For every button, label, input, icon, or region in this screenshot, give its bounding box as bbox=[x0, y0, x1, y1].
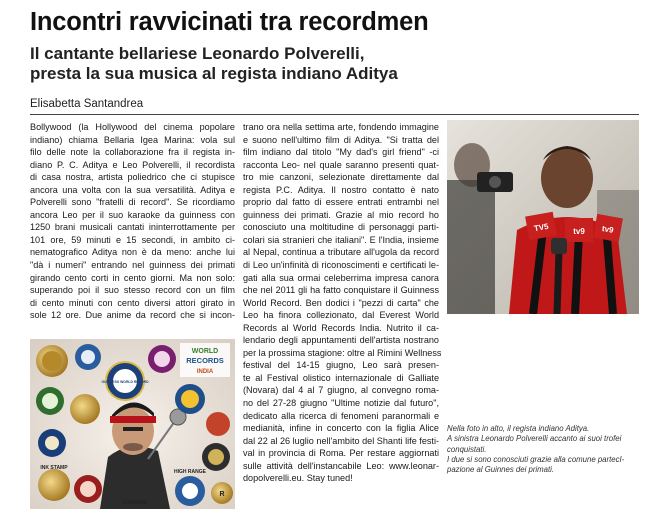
press-photo-illustration bbox=[447, 120, 639, 314]
body-line: gati alla sua ormai celeberrima impresa canora bbox=[243, 272, 439, 283]
body-line: proprio dal fatto di essere entrati entrambi nel bbox=[243, 197, 439, 208]
article-headline: Incontri ravvicinati tra recordmen bbox=[30, 8, 429, 36]
body-line: guinness dei primati. Grazie al mio record ho bbox=[243, 209, 439, 220]
body-line: (Novara) dal 4 al 7 giugno, al convegno roma- bbox=[243, 385, 439, 396]
body-line: festival del 14-15 giugno, Leo sarà presen- bbox=[243, 360, 439, 371]
body-line: dopolverelli.eu. Stay tuned! bbox=[243, 473, 353, 484]
caption-line: conquistati. bbox=[447, 444, 487, 454]
svg-text:SUPREME: SUPREME bbox=[122, 500, 148, 506]
caption-line: pazione al Guinnes dei primati. bbox=[447, 465, 555, 475]
body-line: Leo ha finora collezionato, dal Everest World bbox=[243, 310, 439, 321]
body-line: di Leo un'infinità di riconoscimenti e certificati le- bbox=[243, 260, 439, 271]
body-line: Bollywood (la Hollywood del cinema popolare bbox=[30, 122, 235, 132]
subheadline-line: presta la sua musica al regista indiano Aditya bbox=[30, 64, 398, 83]
svg-text:R: R bbox=[219, 491, 225, 498]
svg-text:INDIA: INDIA bbox=[196, 369, 214, 375]
caption-line: I due si sono conosciuti grazie alla comune partecI- bbox=[447, 454, 625, 464]
body-line: di casa nostra, artista poliedrico che ci stupisce bbox=[30, 172, 235, 183]
body-line: di cento minuti con cento diversi attori girato in bbox=[30, 297, 235, 308]
svg-text:tv9: tv9 bbox=[573, 227, 585, 236]
byline-divider bbox=[30, 114, 639, 115]
body-line: Polverelli sono "fratelli di record". Se ricordiamo bbox=[30, 197, 235, 208]
svg-text:RECORDS: RECORDS bbox=[186, 356, 224, 365]
body-line: racconta Leo- nel quale saranno presenti quat- bbox=[243, 159, 439, 170]
body-line: diano P. C. Aditya e Leo Polverelli, il recordista bbox=[30, 159, 235, 170]
svg-text:INK STAMP: INK STAMP bbox=[40, 465, 68, 471]
photo-caption bbox=[447, 424, 647, 475]
svg-text:WORLD: WORLD bbox=[191, 348, 219, 355]
body-line: che nel 2011 gli ha fatto conquistare il Guinness bbox=[243, 285, 439, 296]
body-line: ancora una volta con la sua versatilità. Aditya e bbox=[30, 184, 235, 195]
body-line: 101 ore, 59 minuti e 15 secondi, in ambito ci- bbox=[30, 234, 235, 245]
body-line: dedicato alla ricerca di fenomeni paranormali e bbox=[243, 410, 439, 421]
body-line: Records al World Records India. Nutrito il ca- bbox=[243, 322, 439, 333]
svg-text:tv9: tv9 bbox=[601, 224, 615, 235]
body-line: superando poi il suo stesso record con un film bbox=[30, 285, 235, 296]
svg-text:HIGH RANGE: HIGH RANGE bbox=[174, 469, 206, 475]
body-line: "dà i numeri" entrando nel guinness dei primati bbox=[30, 260, 235, 271]
body-line: lendario degli appuntamenti dell'artista nostrano bbox=[243, 335, 439, 346]
body-line: colari sia stranieri che italiani". E l'India, insieme bbox=[243, 234, 439, 245]
body-line: dal 22 al 26 luglio nell'ambito del Shanti life festi- bbox=[243, 435, 439, 446]
body-line: 1250 brani musicali cantati ininterrottamente per bbox=[30, 222, 235, 233]
svg-text:GUINNESS WORLD RECORD: GUINNESS WORLD RECORD bbox=[101, 380, 149, 384]
subheadline-line: Il cantante bellariese Leonardo Polverelli, bbox=[30, 44, 365, 63]
body-line: per la prossima stagione: oltre al Rimini Wellness bbox=[243, 347, 442, 358]
trophy-badge-collage bbox=[30, 339, 235, 509]
body-line: trano ora nella settima arte, fondendo immagine bbox=[243, 122, 439, 132]
body-column-2 bbox=[243, 121, 442, 485]
body-line: te al Festival olistico internazionale di Galliate bbox=[243, 372, 439, 383]
body-line: al Nepal, continua a tributare all'ugola da record bbox=[243, 247, 439, 258]
body-line: girando cento corti in cento giorni. Ma non solo: bbox=[30, 272, 235, 283]
director-press-photo bbox=[447, 120, 639, 314]
world-records-india-badge bbox=[180, 343, 230, 377]
body-line: filo delle note la collaborazione fra il regista in- bbox=[30, 147, 235, 158]
body-line: sole 12 ore. Due anime da record che si incon- bbox=[30, 310, 235, 321]
caption-line: Nella foto in alto, il regista indiano Aditya. bbox=[447, 424, 590, 433]
caption-line: A sinistra Leonardo Polverelli accanto ai suoi trofei bbox=[447, 434, 622, 444]
body-line: regista P.C. Aditya. Il nostro contatto è nato bbox=[243, 184, 439, 195]
body-line: conosciuto una moltitudine di personaggi parti- bbox=[243, 222, 439, 233]
body-line: medianità, infine in concerto con la figlia Alice bbox=[243, 423, 439, 434]
article-subheadline bbox=[30, 44, 650, 84]
body-line: film indiano dal titolo "My dad's girl friend" -ci bbox=[243, 147, 439, 158]
author-byline: Elisabetta Santandrea bbox=[30, 98, 144, 110]
body-line: no del 27-28 giugno "Ultime notizie dal futuro", bbox=[243, 398, 439, 409]
body-line: nematografico Aditya non è da meno: anche lui bbox=[30, 247, 235, 258]
body-line: World Record. Ben dodici i "pezzi di carta" che bbox=[243, 297, 439, 308]
body-line: sulle attività dell'instancabile Leo: www.leonar- bbox=[243, 460, 439, 471]
svg-text:TV5: TV5 bbox=[533, 221, 550, 234]
body-line: tro mie canzoni, selezionate direttamente dal bbox=[243, 172, 439, 183]
body-line: val in provincia di Roma. Per restare aggiornati bbox=[243, 448, 439, 459]
body-line: indiano) chiama Bellaria Igea Marina: vola sul bbox=[30, 134, 235, 145]
body-line: ancora Leo per il suo karaoke da guinness con bbox=[30, 209, 235, 220]
body-column-1 bbox=[30, 121, 235, 322]
collage-illustration bbox=[30, 339, 235, 509]
body-line: e suono nell'ultimo film di Aditya. "Si tratta del bbox=[243, 134, 439, 145]
